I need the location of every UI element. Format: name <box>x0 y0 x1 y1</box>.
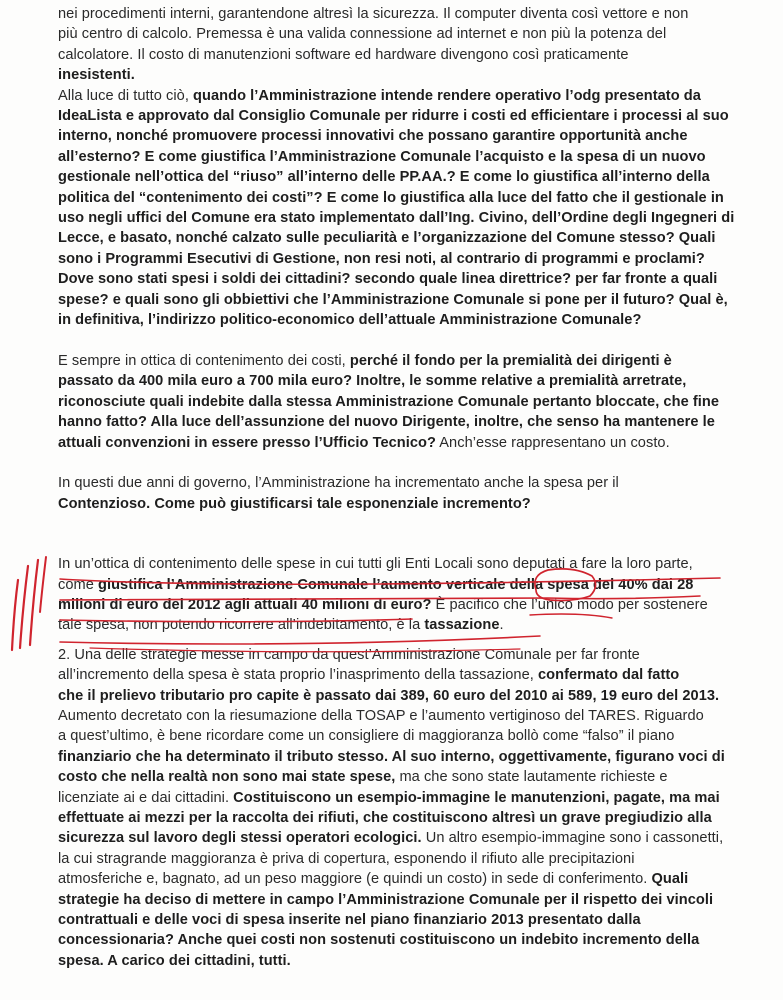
bold-text: giustifica l’Amministrazione Comunale l’aumento verticale della spesa del 40% dai 28 <box>98 576 694 593</box>
text-line <box>58 808 748 828</box>
text-line <box>58 706 748 726</box>
text-line <box>58 310 748 330</box>
text-segment: la cui stragrande maggioranza è priva di copertura, esponendo il rifiuto alle precipitazioni <box>58 850 635 867</box>
text-line <box>58 575 748 595</box>
text-line <box>58 269 748 289</box>
text-line <box>58 869 748 889</box>
bold-text: all’esterno? E come giustifica l’Amministrazione Comunale l’acquisto <box>58 148 549 165</box>
text-line <box>58 747 748 767</box>
text-line <box>58 890 748 910</box>
text-line <box>58 392 748 412</box>
text-segment: 2. Una delle strategie messe in campo da quest’Amministrazione Comunale per far fronte <box>58 646 640 663</box>
text-line <box>58 828 748 848</box>
bold-text: in definitiva, l’indirizzo politico-economico dell’attuale Amministrazione Comunale? <box>58 312 642 329</box>
margin-mark-stroke-1 <box>12 580 18 650</box>
text-segment: licenziate ai e dai cittadini. <box>58 789 234 806</box>
text-segment: atmosferiche e, bagnato, ad un peso maggiore (e quindi un costo) in sede di conferimento. <box>58 871 652 888</box>
text-line <box>58 228 748 248</box>
text-line <box>58 412 748 432</box>
text-line <box>58 45 748 65</box>
text-segment: In questi due anni di governo, l’Amministrazione ha incrementato anche la spesa per il <box>58 475 619 492</box>
bold-text: IdeaLista e approvato dal Consiglio Comunale per ridurre i costi ed efficientare i processi al suo <box>58 108 729 125</box>
text-line <box>58 494 748 514</box>
bold-text: contrattuali e delle voci di spesa inserite nel piano finanziario 2013 presentato dalla <box>58 912 641 929</box>
text-segment: Anch’esse rappresentano un costo. <box>435 434 670 451</box>
text-segment: Un altro esempio-immagine sono i cassonetti, <box>421 830 724 847</box>
bold-text: spese? e quali sono gli obbiettivi che l’Amministrazione Comunale si pone per il futuro? Qual è, <box>58 291 728 308</box>
bold-text: Contenzioso. Come può giustificarsi tale esponenziale incremento? <box>58 495 531 512</box>
text-segment: È pacifico che l’unico modo per sostenere <box>431 596 708 613</box>
text-segment: Alla luce di tutto ciò, <box>58 87 194 104</box>
text-line <box>58 665 748 685</box>
paragraph-tassazione <box>58 645 748 972</box>
text-segment: ma che sono state lautamente richieste e <box>399 769 668 786</box>
paragraph-riuso <box>58 4 748 331</box>
text-line <box>58 645 748 665</box>
text-line <box>58 106 748 126</box>
bold-text: gestionale nell’ottica del “riuso” all’interno delle PP.AA.? E come lo giustifica all’interno della <box>58 169 710 186</box>
text-segment: In un’ottica di contenimento delle spese in cui tutti gli Enti Locali sono deputati a fare la loro parte, <box>58 556 693 573</box>
text-line <box>58 849 748 869</box>
text-line <box>58 686 748 706</box>
text-line <box>58 433 748 453</box>
bold-text: uso negli uffici del Comune era stato implementato dall’Ing. Civino, dell’Ordine degli Ingegneri di <box>58 210 735 227</box>
bold-text: costo che nella realtà non sono mai state spese, <box>58 769 400 786</box>
text-line <box>58 249 748 269</box>
text-segment: nei procedimenti interni, garantendone altresì la sicurezza. Il computer diventa così vettore e non <box>58 6 689 22</box>
bold-text: che il prelievo tributario pro capite è passato dai 389, 60 euro del 2010 ai 589, 19 euro del 2013. <box>58 687 720 704</box>
bold-text: sicurezza sul lavoro degli stessi operatori ecologici. <box>58 830 422 847</box>
bold-text: perché il fondo per la premialità dei dirigenti è <box>349 352 672 369</box>
bold-text: Lecce, e basato, nonché calzato sulle peculiarità e l’organizzazione del Comune stesso? Quali <box>58 230 716 247</box>
bold-text: hanno fatto? Alla luce dell’assunzione del nuovo Dirigente, inoltre, che senso ha mantenere le <box>58 414 715 431</box>
bold-text: tassazione <box>424 617 500 634</box>
text-segment: E sempre in ottica di contenimento dei costi, <box>58 352 350 369</box>
paragraph-contenzioso <box>58 473 748 514</box>
text-line <box>58 615 748 635</box>
text-line <box>58 24 748 44</box>
text-segment: come <box>58 576 98 593</box>
text-line <box>58 595 748 615</box>
bold-text: riconosciute quali indebite dalla stessa Amministrazione Comunale pertanto bloccate, che fine <box>58 393 719 410</box>
paragraph-premialita <box>58 351 748 453</box>
bold-text: quando l’Amministrazione intende rendere operativo l’odg presentato da <box>193 87 701 104</box>
bold-text: confermato dal fatto <box>537 667 680 684</box>
margin-mark-stroke-4 <box>40 557 46 612</box>
bold-text: Quali <box>651 871 689 888</box>
text-segment: più centro di calcolo. Premessa è una valida connessione ad internet e non più la potenza del <box>58 26 667 43</box>
bold-text: effettuate ai mezzi per la raccolta dei rifiuti, che costituiscono altresì un grave pregiudizio alla <box>58 810 712 826</box>
paragraph-aumento-spesa <box>58 554 748 636</box>
text-line <box>58 208 748 228</box>
text-line <box>58 86 748 106</box>
text-line <box>58 65 748 85</box>
bold-text: strategie ha deciso di mettere in campo l’Amministrazione Comunale per il rispetto dei vincoli <box>58 891 714 908</box>
bold-text: inesistenti. <box>58 67 135 84</box>
bold-text: finanziario che ha determinato il tributo stesso. Al suo interno, oggettivamente, figurano voci di <box>58 748 725 765</box>
text-line <box>58 554 748 574</box>
bold-text: Costituiscono un esempio-immagine le manutenzioni, pagate, ma mai <box>233 789 720 806</box>
bold-text: concessionaria? Anche quei costi non sostenuti costituiscono un indebito incremento della <box>58 932 700 949</box>
text-line <box>58 951 748 971</box>
text-line <box>58 767 748 787</box>
bold-text: spesa. A carico dei cittadini, tutti. <box>58 952 291 969</box>
text-segment: calcolatore. Il costo di manutenzioni software ed hardware divengono così praticamente <box>58 46 629 63</box>
bold-text: attuali convenzioni in essere presso l’Ufficio Tecnico? <box>58 434 436 451</box>
text-line <box>58 930 748 950</box>
document-body <box>58 4 748 971</box>
text-segment: all’incremento della spesa è stata proprio l’inasprimento della tassazione, <box>58 667 538 684</box>
margin-mark-stroke-3 <box>30 560 38 645</box>
margin-mark-stroke-2 <box>20 566 28 648</box>
bold-text: milioni di euro del 2012 agli attuali 40 milioni di euro? <box>58 596 432 613</box>
bold-text: Dove sono stati spesi i soldi dei cittadini? secondo quale linea direttrice? per far fronte a quali <box>58 271 718 288</box>
bold-text: passato da 400 mila euro a 700 mila euro? Inoltre, le somme relative a premialità arretrate, <box>58 373 687 390</box>
bold-text: politica del “contenimento dei costi”? E come lo giustifica alla luce del fatto che il gestionale in <box>58 189 724 206</box>
text-line <box>58 788 748 808</box>
text-line <box>58 351 748 371</box>
text-line <box>58 4 748 24</box>
text-line <box>58 910 748 930</box>
bold-text: sono i Programmi Esecutivi di Gestione, non resi noti, al contrario di programmi e proclami? <box>58 250 705 267</box>
text-line <box>58 473 748 493</box>
bold-text: e la spesa di un nuovo <box>548 148 706 165</box>
text-segment: Aumento decretato con la riesumazione della TOSAP e l’aumento vertiginoso del TARES. Riguardo <box>58 707 704 724</box>
text-segment: . <box>499 617 504 634</box>
bold-text: interno, nonché promuovere processi innovativi che possano garantire opportunità anche <box>58 128 688 145</box>
text-line <box>58 167 748 187</box>
text-line <box>58 188 748 208</box>
text-line <box>58 726 748 746</box>
text-segment: a quest’ultimo, è bene ricordare come un consigliere di maggioranza bollò come “falso” il piano <box>58 728 675 745</box>
text-line <box>58 147 748 167</box>
text-line <box>58 126 748 146</box>
text-line <box>58 371 748 391</box>
text-line <box>58 290 748 310</box>
text-segment: tale spesa, non potendo ricorrere all’indebitamento, è la <box>58 617 425 634</box>
